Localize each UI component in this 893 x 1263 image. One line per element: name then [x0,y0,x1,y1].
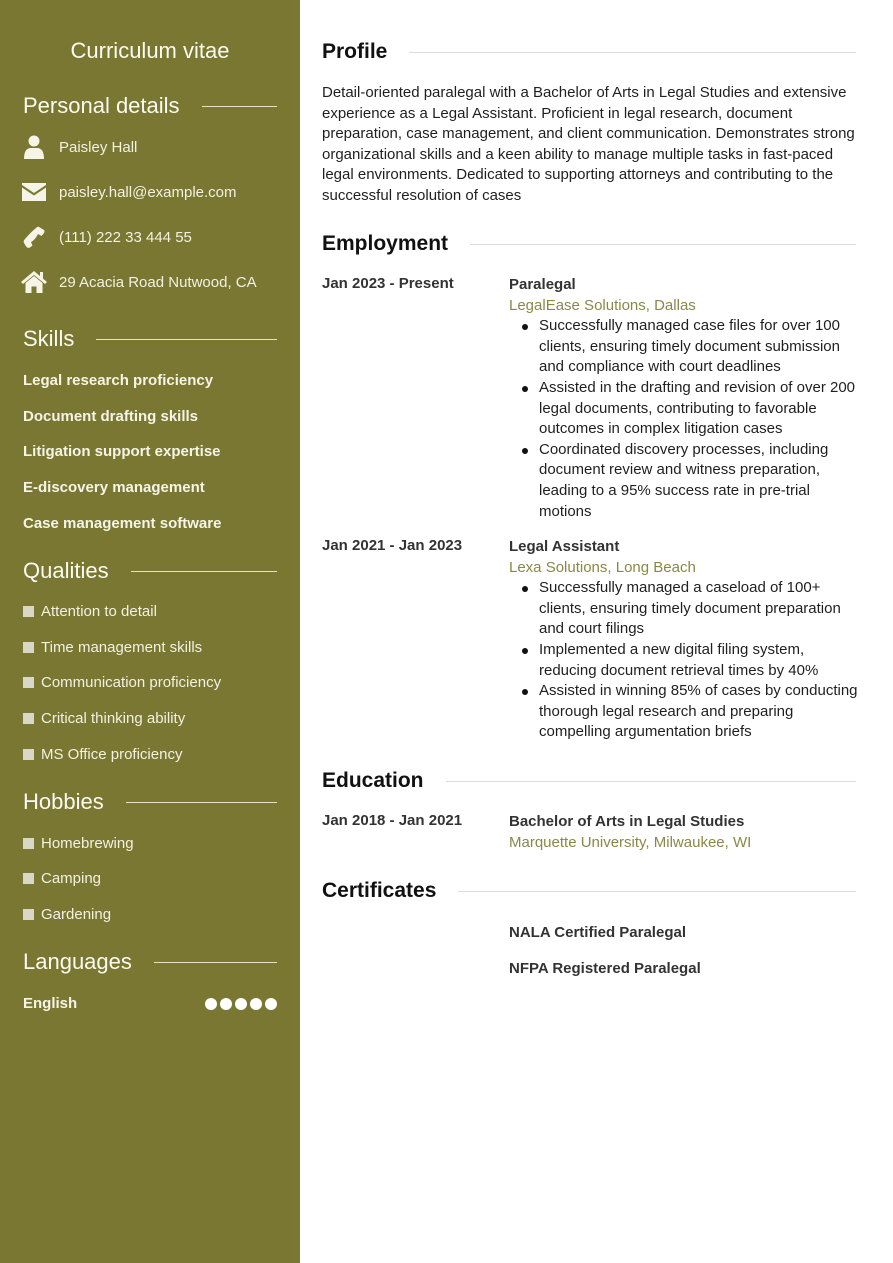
quality-text: Attention to detail [41,603,157,620]
square-bullet-icon [23,909,34,920]
email-value[interactable]: paisley.hall@example.com [59,183,237,201]
quality-item [23,710,185,727]
entry-role: Legal Assistant [509,538,620,555]
skill-item: Document drafting skills [23,408,199,425]
hobbies-heading [23,788,277,816]
square-bullet-icon [23,873,34,884]
heading-divider [126,802,277,803]
hobby-text: Gardening [41,906,112,923]
languages-heading [23,948,277,976]
profile-summary: Detail-oriented paralegal with a Bachelor of Arts in Legal Studies and extensive experience as a Legal Assistant. Proficient in legal research, document preparation, case management, and client communication. Demonstrates strong organizational skills and a keen ability to manage multiple tasks in fast-paced legal environments. Dedicated to supporting attorneys and contributing to the successful resolution of cases [322,84,855,204]
address-value: 29 Acacia Road Nutwood, CA [59,273,257,291]
quality-item [23,603,157,620]
heading-text: Skills [23,326,75,351]
rating-dot [265,998,277,1010]
hobby-item [23,906,111,923]
phone-icon [21,225,47,249]
bullet-point: Implemented a new digital filing system, reducing document retrieval times by 40% [509,640,859,681]
quality-text: Time management skills [41,639,203,656]
entry-school: Marquette University, Milwaukee, WI [509,833,752,851]
heading-divider [458,891,856,892]
rating-dot [250,998,262,1010]
sidebar [0,0,300,1263]
entry-date: Jan 2018 - Jan 2021 [322,812,463,829]
skill-item: Case management software [23,515,222,532]
heading-divider [446,781,856,782]
quality-item [23,674,221,691]
heading-text: Qualities [23,558,109,583]
bullet-point: Successfully managed a caseload of 100+ clients, ensuring timely document preparation and court filings [509,578,859,640]
education-heading [322,767,856,795]
skills-heading [23,325,277,353]
heading-divider [409,52,856,53]
entry-details [509,275,859,522]
heading-text: Languages [23,949,132,974]
hobby-item [23,870,101,887]
quality-item [23,639,202,656]
employment-heading [322,230,856,258]
bullet-point: Assisted in winning 85% of cases by conducting thorough legal research and preparing compelling argumentation briefs [509,681,859,743]
cv-title: Curriculum vitae [70,38,230,63]
heading-divider [154,962,277,963]
certificate-item: NALA Certified Paralegal [509,924,686,941]
quality-item [23,746,182,763]
entry-organization: LegalEase Solutions, Dallas [509,296,696,314]
language-name: English [23,995,78,1012]
heading-text: Education [322,769,424,792]
entry-date: Jan 2021 - Jan 2023 [322,537,463,554]
square-bullet-icon [23,838,34,849]
contact-name [21,135,137,159]
quality-text: Communication proficiency [41,674,222,691]
square-bullet-icon [23,642,34,653]
phone-value: (111) 222 33 444 55 [59,228,192,246]
square-bullet-icon [23,749,34,760]
certificates-heading [322,877,856,905]
heading-text: Employment [322,232,449,255]
profile-heading [322,38,856,66]
bullet-point: Successfully managed case files for over 100 clients, ensuring timely document submission and compliance with court deadlines [509,316,859,378]
rating-dot [205,998,217,1010]
square-bullet-icon [23,606,34,617]
envelope-icon [21,180,47,204]
skill-item: Litigation support expertise [23,443,221,460]
qualities-heading [23,557,277,585]
entry-role: Paralegal [509,276,576,293]
heading-divider [131,571,277,572]
entry-degree: Bachelor of Arts in Legal Studies [509,813,745,830]
entry-organization: Lexa Solutions, Long Beach [509,558,696,576]
bullet-point: Assisted in the drafting and revision of over 200 legal documents, contributing to favorable outcomes in complex litigation cases [509,378,859,440]
heading-text: Personal details [23,93,180,118]
language-item [23,995,277,1012]
heading-text: Profile [322,40,388,63]
language-level-rating [205,998,277,1010]
bullet-point: Coordinated discovery processes, including document review and witness preparation, leading to a 95% success rate in pre-trial motions [509,440,859,522]
rating-dot [235,998,247,1010]
certificate-item: NFPA Registered Paralegal [509,960,701,977]
name-value: Paisley Hall [59,138,138,156]
heading-divider [470,244,856,245]
square-bullet-icon [23,713,34,724]
hobby-text: Homebrewing [41,835,134,852]
heading-text: Certificates [322,879,437,902]
quality-text: Critical thinking ability [41,710,186,727]
entry-details [509,537,859,743]
entry-date: Jan 2023 - Present [322,275,454,292]
hobby-item [23,835,134,852]
heading-divider [202,106,277,107]
entry-bullets [509,578,859,743]
entry-bullets [509,316,859,522]
heading-text: Hobbies [23,789,104,814]
skill-item: E-discovery management [23,479,205,496]
quality-text: MS Office proficiency [41,746,183,763]
skill-item: Legal research proficiency [23,372,214,389]
contact-phone [21,225,192,249]
heading-divider [96,339,277,340]
entry-details [509,812,859,853]
hobby-text: Camping [41,870,102,887]
rating-dot [220,998,232,1010]
contact-address [21,270,257,294]
sidebar-edge [293,0,300,1263]
home-icon [21,270,47,294]
contact-email [21,180,237,204]
user-icon [21,135,47,159]
square-bullet-icon [23,677,34,688]
personal-details-heading [23,92,277,120]
